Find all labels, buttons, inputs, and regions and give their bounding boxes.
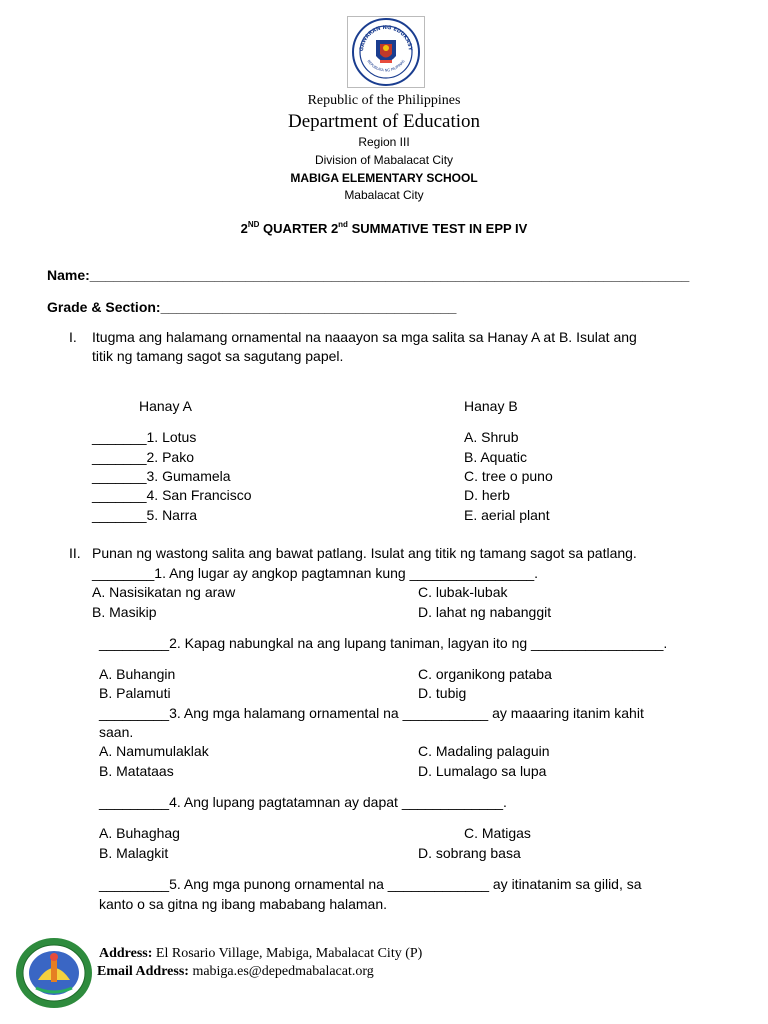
question-2: _________2. Kapag nabungkal na ang lupang taniman, lagyan ito ng _________________.	[99, 635, 668, 651]
question-3-option: C. Madaling palaguin	[418, 743, 550, 759]
match-item-a: _______2. Pako	[92, 449, 194, 465]
seal-bottom-text: REPUBLIKA NG PILIPINAS	[366, 59, 406, 73]
question-4-option: D. sobrang basa	[418, 845, 521, 861]
part1-instruction-line2: titik ng tamang sagot sa sagutang papel.	[92, 348, 344, 364]
question-5-line1: _________5. Ang mga punong ornamental na _____________ ay itinatanim sa gilid, sa	[99, 876, 642, 892]
question-2-option: C. organikong pataba	[418, 666, 552, 682]
question-2-option: A. Buhangin	[99, 666, 176, 682]
header-republic: Republic of the Philippines	[307, 93, 461, 108]
question-5-line2: kanto o sa gitna ng ibang mababang halaman.	[99, 896, 387, 912]
match-item-b: E. aerial plant	[464, 507, 550, 523]
header-department: Department of Education	[287, 111, 481, 132]
footer-email: Email Address: mabiga.es@depedmabalacat.org	[97, 964, 374, 979]
question-2-option: D. tubig	[418, 685, 467, 701]
match-item-b: A. Shrub	[464, 429, 519, 445]
school-seal-logo	[14, 936, 94, 1010]
match-item-a: _______5. Narra	[92, 507, 198, 523]
name-line[interactable]: _____________________________________________________________________________	[89, 267, 690, 283]
question-3-line1: _________3. Ang mga halamang ornamental na ___________ ay maaaring itanim kahit	[99, 705, 644, 721]
question-4-option: C. Matigas	[464, 825, 531, 841]
match-item-b: B. Aquatic	[464, 449, 528, 465]
part2-numeral: II.	[69, 545, 81, 561]
question-3-option: D. Lumalago sa lupa	[418, 763, 547, 779]
match-item-a: _______3. Gumamela	[92, 468, 231, 484]
header-region: Region III	[358, 135, 410, 149]
part1-numeral: I.	[69, 329, 77, 345]
part2-instruction: Punan ng wastong salita ang bawat patlang. Isulat ang titik ng tamang sagot sa patlang.	[92, 545, 637, 561]
footer-address: Address: El Rosario Village, Mabiga, Mabalacat City (P)	[99, 946, 423, 961]
match-item-b: D. herb	[464, 487, 510, 503]
name-label: Name:	[47, 267, 90, 283]
question-4-option: B. Malagkit	[99, 845, 169, 861]
question-1-option: A. Nasisikatan ng araw	[92, 584, 236, 600]
match-item-a: _______4. San Francisco	[92, 487, 252, 503]
part1-instruction-line1: Itugma ang halamang ornamental na naaayon sa mga salita sa Hanay A at B. Isulat ang	[92, 329, 637, 345]
grade-section-line[interactable]: ______________________________________	[160, 299, 457, 315]
question-3-option: B. Matataas	[99, 763, 174, 779]
seal-top-text: GAWARAN NG EDUKASY	[358, 24, 413, 52]
question-4: _________4. Ang lupang pagtatamnan ay dapat _____________.	[99, 794, 507, 810]
header-school: MABIGA ELEMENTARY SCHOOL	[290, 171, 478, 185]
question-1: ________1. Ang lugar ay angkop pagtamnan kung ________________.	[92, 565, 539, 581]
question-4-option: A. Buhaghag	[99, 825, 180, 841]
test-title: 2ND QUARTER 2nd SUMMATIVE TEST IN EPP IV	[240, 220, 528, 236]
question-3-option: A. Namumulaklak	[99, 743, 209, 759]
question-1-option: C. lubak-lubak	[418, 584, 508, 600]
header-city: Mabalacat City	[344, 188, 424, 202]
grade-section-field[interactable]	[47, 299, 456, 315]
header-division: Division of Mabalacat City	[314, 153, 454, 167]
email-link[interactable]: mabiga.es@depedmabalacat.org	[188, 964, 374, 979]
column-b-header: Hanay B	[464, 398, 518, 414]
column-a-header: Hanay A	[139, 398, 192, 414]
question-1-option: D. lahat ng nabanggit	[418, 604, 552, 620]
question-2-option: B. Palamuti	[99, 685, 171, 701]
match-item-b: C. tree o puno	[464, 468, 553, 484]
question-1-option: B. Masikip	[92, 604, 157, 620]
deped-seal-logo	[347, 16, 425, 88]
name-field[interactable]	[47, 267, 689, 283]
question-3-line2: saan.	[99, 724, 134, 740]
match-item-a: _______1. Lotus	[92, 429, 197, 445]
grade-section-label: Grade & Section:	[47, 299, 161, 315]
